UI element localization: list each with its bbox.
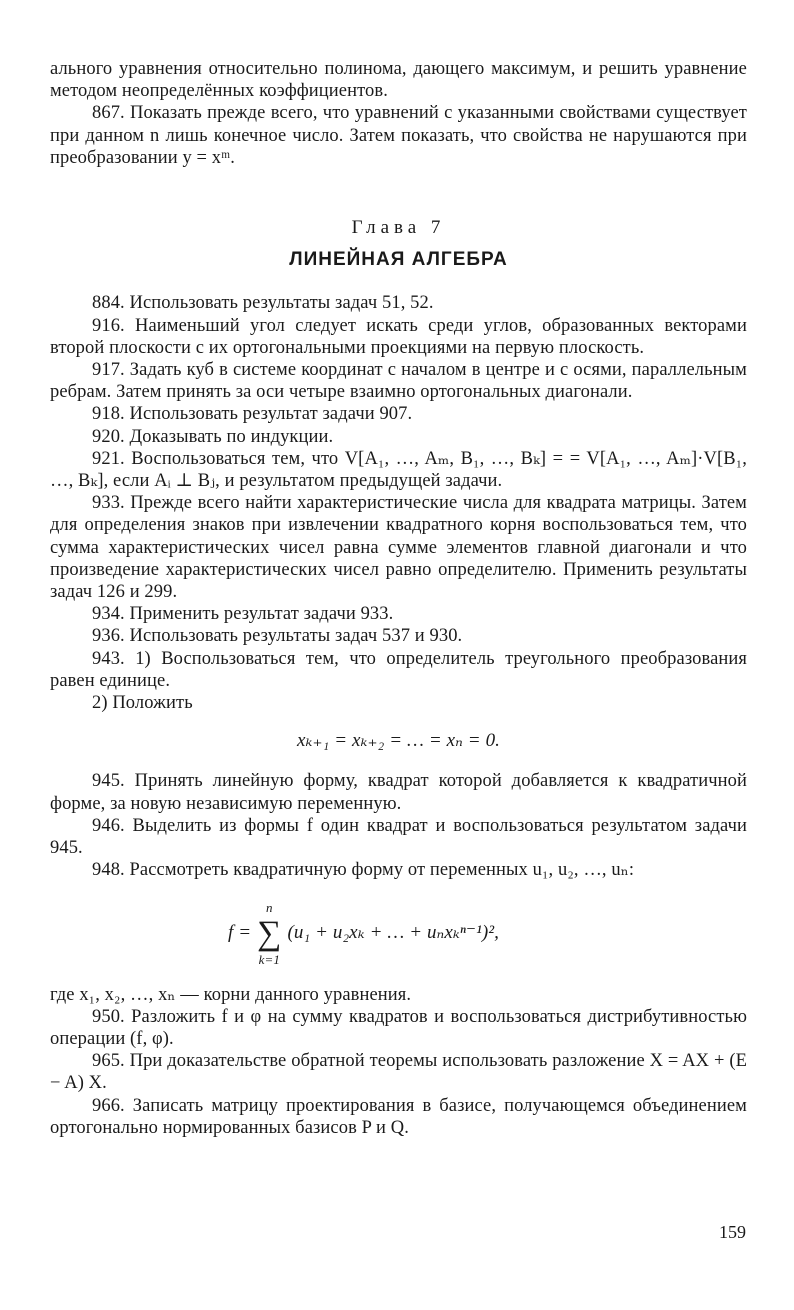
formula-948-lhs: f = (228, 922, 252, 944)
chapter-title: ЛИНЕЙНАЯ АЛГЕБРА (289, 249, 508, 271)
problem-948: 948. Рассмотреть квадратичную форму от переменных u₁, u₂, …, uₙ: (92, 860, 635, 881)
problem-921: 921. Воспользоваться тем, что V[A₁, …, Aₘ, B₁, …, Bₖ] = = V[A₁, …, Aₘ]·V[B₁, …, Bₖ], если Aᵢ ⊥ Bⱼ, и результатом предыдущей задачи. (50, 448, 747, 492)
summation-upper-limit: n (266, 899, 273, 915)
summation-lower-limit: k=1 (258, 951, 280, 967)
problem-918: 918. Использовать результат задачи 907. (92, 404, 413, 425)
problem-933: 933. Прежде всего найти характеристические числа для квадрата матрицы. Затем для определения знаков при извлечении квадратного корня воспользоваться тем, что сумма характеристических чисел равна сумме элементов главной диагонали и что произведение характеристических чисел равно определителю. Применить результаты задач 126 и 299. (50, 493, 747, 603)
problem-884: 884. Использовать результаты задач 51, 52. (92, 293, 434, 314)
problem-943: 943. 1) Воспользоваться тем, что определитель треугольного преобразования равен единице. (50, 648, 747, 691)
page-body (50, 58, 747, 1139)
page-number: 159 (719, 1222, 746, 1242)
summation-sign (257, 901, 281, 967)
problem-917: 917. Задать куб в системе координат с началом в центре и с осями, параллельным ребрам. Затем принять за оси четыре взаимно ортогональных диагонали. (50, 360, 747, 403)
problem-916: 916. Наименьший угол следует искать среди углов, образованных векторами второй плоскости с их ортогональными проекциями на первую плоскость. (50, 315, 747, 358)
problem-965: 965. При доказательстве обратной теоремы использовать разложение X = AX + (E − A) X. (50, 1051, 747, 1094)
problem-945: 945. Принять линейную форму, квадрат которой добавляется к квадратичной форме, за новую независимую переменную. (50, 771, 747, 814)
formula-943: xₖ₊₁ = xₖ₊₂ = … = xₙ = 0. (296, 730, 501, 752)
problem-948-continuation: где x₁, x₂, …, xₙ — корни данного уравнения. (50, 984, 412, 1005)
problem-950: 950. Разложить f и φ на сумму квадратов и воспользоваться дистрибутивностью операции (f, φ). (50, 1006, 747, 1049)
problem-966: 966. Записать матрицу проектирования в базисе, получающемся объединением ортогонально нормированных базисов P и Q. (50, 1095, 747, 1138)
formula-948-rhs: (u₁ + u₂xₖ + … + uₙxₖⁿ⁻¹)², (287, 922, 500, 944)
problem-946: 946. Выделить из формы f один квадрат и воспользоваться результатом задачи 945. (50, 815, 747, 859)
problem-867: 867. Показать прежде всего, что уравнений с указанными свойствами существует при данном n лишь конечное число. Затем показать, что свойства не нарушаются при преобразовании y = xᵐ. (50, 103, 747, 168)
formula-948-expression (228, 888, 499, 980)
formula-948 (50, 888, 747, 980)
problem-920: 920. Доказывать по индукции. (92, 426, 334, 447)
problem-943-part2: 2) Положить (92, 693, 193, 714)
chapter-label: Глава 7 (351, 217, 446, 239)
problem-936: 936. Использовать результаты задач 537 и 930. (92, 626, 463, 647)
problem-934: 934. Применить результат задачи 933. (92, 604, 394, 625)
intro-paragraph: ального уравнения относительно полинома, дающего максимум, и решить уравнение методом неопределённых коэффициентов. (50, 59, 747, 102)
sigma-symbol: ∑ (257, 914, 282, 952)
